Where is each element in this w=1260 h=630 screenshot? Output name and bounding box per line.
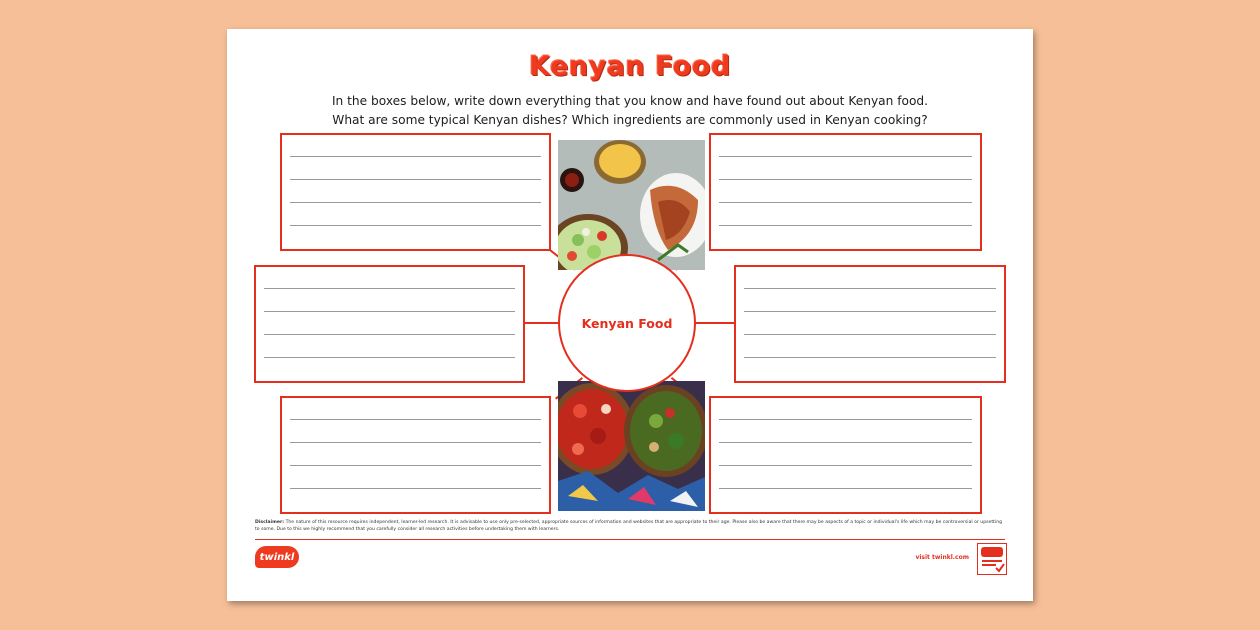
writing-line xyxy=(264,311,515,312)
twinkl-logo[interactable] xyxy=(255,546,299,568)
writing-line xyxy=(744,311,996,312)
disclaimer-label: Disclaimer: xyxy=(255,520,285,525)
writing-line xyxy=(290,442,541,443)
writing-line xyxy=(744,357,996,358)
writing-box-middle-left[interactable] xyxy=(254,265,525,383)
quality-badge-icon xyxy=(977,543,1007,575)
writing-box-middle-right[interactable] xyxy=(734,265,1006,383)
instructions xyxy=(287,92,973,130)
writing-line xyxy=(264,334,515,335)
writing-line xyxy=(290,179,541,180)
writing-line xyxy=(290,156,541,157)
writing-line xyxy=(290,202,541,203)
food-photo-bottom xyxy=(558,381,705,511)
writing-line xyxy=(744,334,996,335)
center-circle xyxy=(558,254,696,392)
writing-line xyxy=(290,225,541,226)
instructions-line-1: In the boxes below, write down everything that you know and have found out about Kenyan food. xyxy=(331,94,929,108)
writing-line xyxy=(264,357,515,358)
connector-left xyxy=(524,322,562,324)
writing-line xyxy=(719,225,972,226)
writing-box-bottom-left[interactable] xyxy=(280,396,551,514)
writing-line xyxy=(719,179,972,180)
writing-box-top-left[interactable] xyxy=(280,133,551,251)
writing-line xyxy=(719,202,972,203)
writing-line xyxy=(290,488,541,489)
disclaimer-text: The nature of this resource requires independent, learner-led research. It is advisable to use only pre-selected, appropriate sources of information and websites that are appropriate to their age. Please also be aware that there may be aspects of a topic or individual's life which may be controversial or upsetting to some. Due to this we highly recommend that you carefully consider all research activities before undertaking them with learners. xyxy=(255,520,1003,532)
instructions-line-2: What are some typical Kenyan dishes? Which ingredients are commonly used in Kenyan cooking? xyxy=(332,113,928,127)
writing-line xyxy=(744,288,996,289)
visit-link[interactable]: visit twinkl.com xyxy=(915,554,969,561)
page-title: Kenyan Food xyxy=(529,51,731,82)
logo-text: twinkl xyxy=(259,551,295,563)
writing-line xyxy=(264,288,515,289)
disclaimer xyxy=(255,520,1005,533)
writing-box-top-right[interactable] xyxy=(709,133,982,251)
writing-line xyxy=(719,442,972,443)
connector-right xyxy=(692,322,735,324)
writing-line xyxy=(719,156,972,157)
writing-line xyxy=(290,465,541,466)
center-label: Kenyan Food xyxy=(581,315,673,331)
writing-line xyxy=(719,419,972,420)
footer-divider xyxy=(255,539,1005,540)
writing-line xyxy=(719,488,972,489)
writing-box-bottom-right[interactable] xyxy=(709,396,982,514)
writing-line xyxy=(719,465,972,466)
writing-line xyxy=(290,419,541,420)
worksheet xyxy=(227,29,1033,601)
food-photo-top xyxy=(558,140,705,270)
